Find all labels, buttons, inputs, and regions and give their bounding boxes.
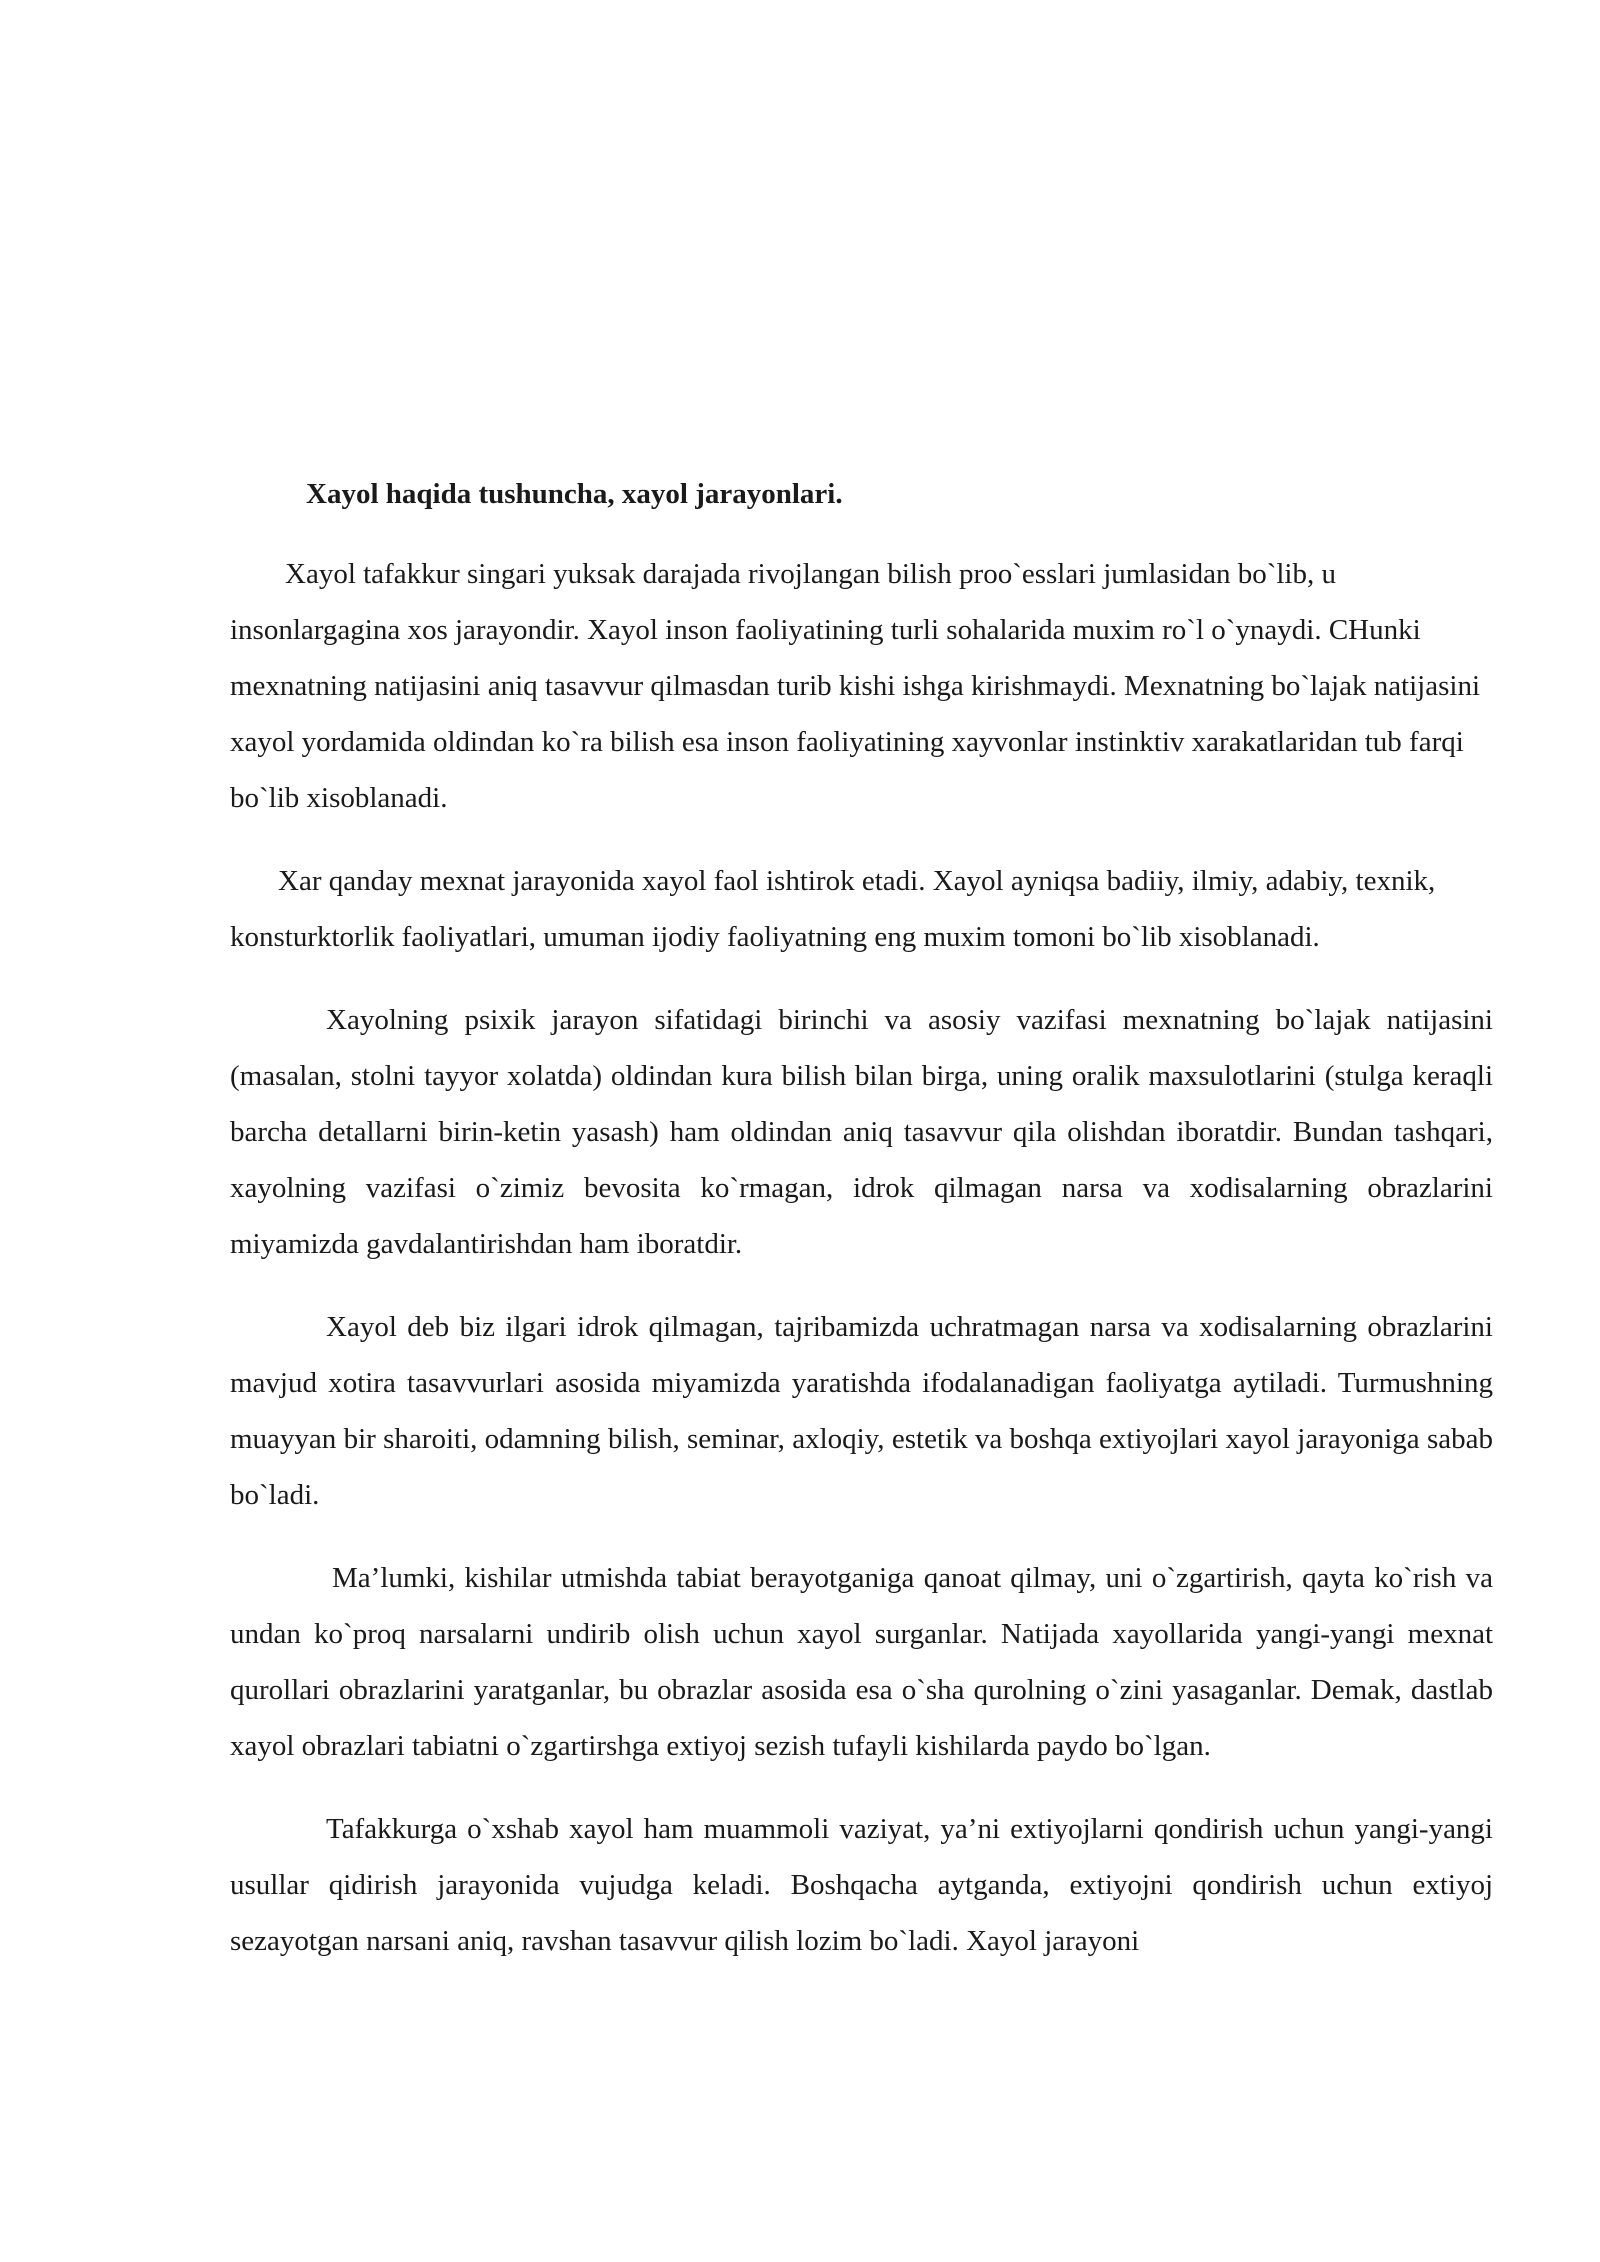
document-body [230,466,1493,1996]
paragraph-6: Tafakkurga o`xshab xayol ham muammoli vaziyat, ya’ni extiyojlarni qondirish uchun yangi-yangi usullar qidirish jarayonida vujudga keladi. Boshqacha aytganda, extiyojni qondirish uchun extiyoj sezayotgan narsani aniq, ravshan tasavvur qilish lozim bo`ladi. Xayol jarayoni [230,1813,1493,1957]
paragraph-4: Xayol deb biz ilgari idrok qilmagan, tajribamizda uchratmagan narsa va xodisalarning obrazlarini mavjud xotira tasavvurlari asosida miyamizda yaratishda ifodalanadigan faoliyatga aytiladi. Turmushning muayyan bir sharoiti, odamning bilish, seminar, axloqiy, estetik va boshqa extiyojlari xayol jarayoniga sabab bo`ladi. [230,1311,1493,1511]
paragraph-3: Xayolning psixik jarayon sifatidagi birinchi va asosiy vazifasi mexnatning bo`lajak natijasini (masalan, stolni tayyor xolatda) oldindan kura bilish bilan birga, uning oralik maxsulotlarini (stulga keraqli barcha detallarni birin-ketin yasash) ham oldindan aniq tasavvur qila olishdan iboratdir. Bundan tashqari, xayolning vazifasi o`zimiz bevosita ko`rmagan, idrok qilmagan narsa va xodisalarning obrazlarini miyamizda gavdalantirishdan ham iboratdir. [230,1004,1493,1260]
paragraph-2: Xar qanday mexnat jarayonida xayol faol ishtirok etadi. Xayol ayniqsa badiiy, ilmiy, adabiy, texnik, konsturktorlik faoliyatlari, umuman ijodiy faoliyatning eng muxim tomoni bo`lib xisoblanadi. [230,865,1436,953]
paragraph-5: Ma’lumki, kishilar utmishda tabiat berayotganiga qanoat qilmay, uni o`zgartirish, qayta ko`rish va undan ko`proq narsalarni undirib olish uchun xayol surganlar. Natijada xayollarida yangi-yangi mexnat qurollari obrazlarini yaratganlar, bu obrazlar asosida esa o`sha qurolning o`zini yasaganlar. Demak, dastlab xayol obrazlari tabiatni o`zgartirshga extiyoj sezish tufayli kishilarda paydo bo`lgan. [230,1562,1493,1762]
document-title: Xayol haqida tushuncha, xayol jarayonlari. [306,478,843,510]
paragraph-1: Xayol tafakkur singari yuksak darajada rivojlangan bilish proo`esslari jumlasidan bo`lib, u insonlargagina xos jarayondir. Xayol inson faoliyatining turli sohalarida muxim ro`l o`ynaydi. CHunki mexnatning natijasini aniq tasavvur qilmasdan turib kishi ishga kirishmaydi. Mexnatning bo`lajak natijasini xayol yordamida oldindan ko`ra bilish esa inson faoliyatining xayvonlar instinktiv xarakatlaridan tub farqi bo`lib xisoblanadi. [230,558,1481,814]
